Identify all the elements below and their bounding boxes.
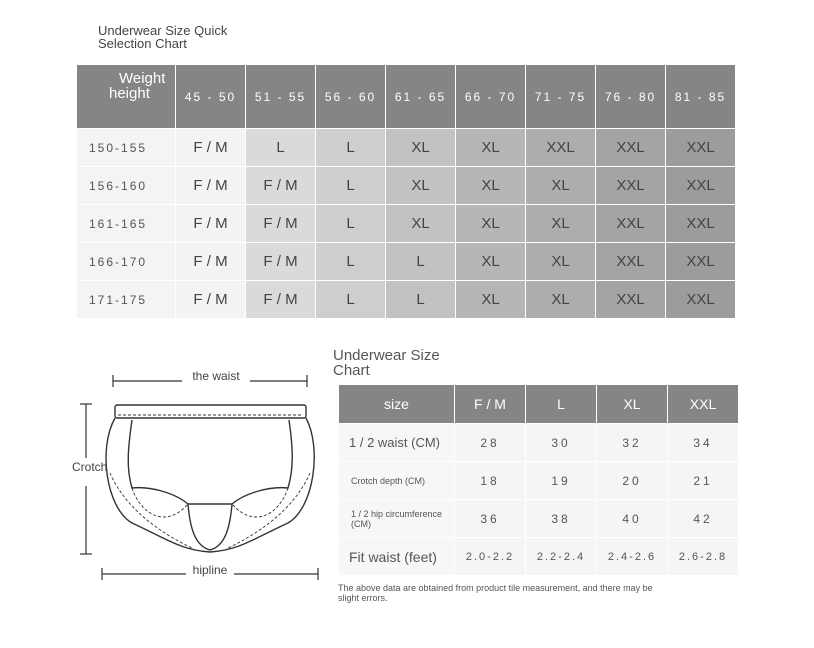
size-cell: XL [526,167,596,205]
weight-column-header: 45 - 50 [176,65,246,129]
measurement-cell: 20 [597,462,668,500]
height-row-header: 171-175 [77,281,176,319]
size-column-header: F / M [455,385,526,424]
size-cell: F / M [176,167,246,205]
table-row [77,281,736,319]
corner-header-cell [77,65,176,129]
size-cell: XXL [666,281,736,319]
size-cell: XXL [596,167,666,205]
size-cell: L [246,129,316,167]
size-cell: L [316,205,386,243]
size-cell: F / M [246,243,316,281]
size-cell: XL [526,243,596,281]
size-cell: XL [456,281,526,319]
measurement-cell: 32 [597,424,668,462]
underwear-outline [106,405,314,552]
size-cell: XXL [666,129,736,167]
measurement-cell: 19 [526,462,597,500]
size-cell: F / M [176,281,246,319]
hip-label: hipline [192,563,228,577]
measurement-row-header: 1 / 2 hip circumference (CM) [339,500,455,538]
size-cell: XL [456,129,526,167]
size-cell: F / M [176,243,246,281]
size-cell: L [316,129,386,167]
size-cell: L [386,281,456,319]
size-cell: XXL [596,205,666,243]
size-header-label: size [339,385,455,424]
size-cell: XL [386,167,456,205]
measurement-cell: 36 [455,500,526,538]
size-cell: XXL [666,243,736,281]
measurement-cell: 40 [597,500,668,538]
waist-label: the waist [192,369,240,383]
underwear-diagram [70,368,330,598]
table-row [77,243,736,281]
measurement-cell: 30 [526,424,597,462]
height-header-label: height [109,85,150,102]
size-cell: XXL [666,167,736,205]
size-cell: L [386,243,456,281]
size-cell: XL [526,205,596,243]
weight-column-header: 76 - 80 [596,65,666,129]
measurement-cell: 38 [526,500,597,538]
size-cell: XL [386,205,456,243]
table-row [77,167,736,205]
size-cell: XL [456,205,526,243]
weight-column-header: 71 - 75 [526,65,596,129]
measurement-cell: 42 [668,500,739,538]
measurement-cell: 2.0-2.2 [455,538,526,576]
size-table-header-row [339,385,739,424]
weight-column-header: 66 - 70 [456,65,526,129]
crotch-dimension-line [75,404,97,554]
weight-header-label: Weight [119,70,166,87]
size-cell: F / M [176,129,246,167]
weight-column-header: 56 - 60 [316,65,386,129]
weight-column-header: 81 - 85 [666,65,736,129]
size-cell: L [316,243,386,281]
quick-selection-table [76,64,736,319]
size-cell: XL [386,129,456,167]
size-cell: F / M [246,281,316,319]
table-row [339,500,739,538]
height-row-header: 156-160 [77,167,176,205]
size-cell: F / M [246,167,316,205]
size-column-header: XXL [668,385,739,424]
size-cell: F / M [246,205,316,243]
size-cell: XL [526,281,596,319]
measurement-cell: 21 [668,462,739,500]
quick-chart-title: Underwear Size Quick Selection Chart [98,23,228,51]
quick-table-header-row [77,65,736,129]
size-cell: XL [456,167,526,205]
height-row-header: 161-165 [77,205,176,243]
weight-column-header: 51 - 55 [246,65,316,129]
size-cell: XXL [596,281,666,319]
size-cell: XXL [596,243,666,281]
measurement-cell: 34 [668,424,739,462]
height-row-header: 166-170 [77,243,176,281]
size-column-header: L [526,385,597,424]
table-row [339,424,739,462]
size-cell: XXL [596,129,666,167]
height-row-header: 150-155 [77,129,176,167]
measurement-cell: 28 [455,424,526,462]
measurement-cell: 2.4-2.6 [597,538,668,576]
size-chart-title: Underwear Size Chart [333,347,440,379]
size-cell: L [316,281,386,319]
measurement-cell: 2.2-2.4 [526,538,597,576]
measurement-row-header: Crotch depth (CM) [339,462,455,500]
measurement-row-header: Fit waist (feet) [339,538,455,576]
crotch-label: Crotch [72,460,108,474]
size-measurement-table [338,384,739,576]
size-column-header: XL [597,385,668,424]
measurement-row-header: 1 / 2 waist (CM) [339,424,455,462]
table-row [77,205,736,243]
size-cell: L [316,167,386,205]
size-cell: XXL [526,129,596,167]
size-cell: XXL [666,205,736,243]
size-cell: F / M [176,205,246,243]
measurement-cell: 18 [455,462,526,500]
table-row [339,538,739,576]
weight-column-header: 61 - 65 [386,65,456,129]
measurement-note: The above data are obtained from product tile measurement, and there may be slight errors. [338,583,653,603]
table-row [339,462,739,500]
measurement-cell: 2.6-2.8 [668,538,739,576]
table-row [77,129,736,167]
size-cell: XL [456,243,526,281]
